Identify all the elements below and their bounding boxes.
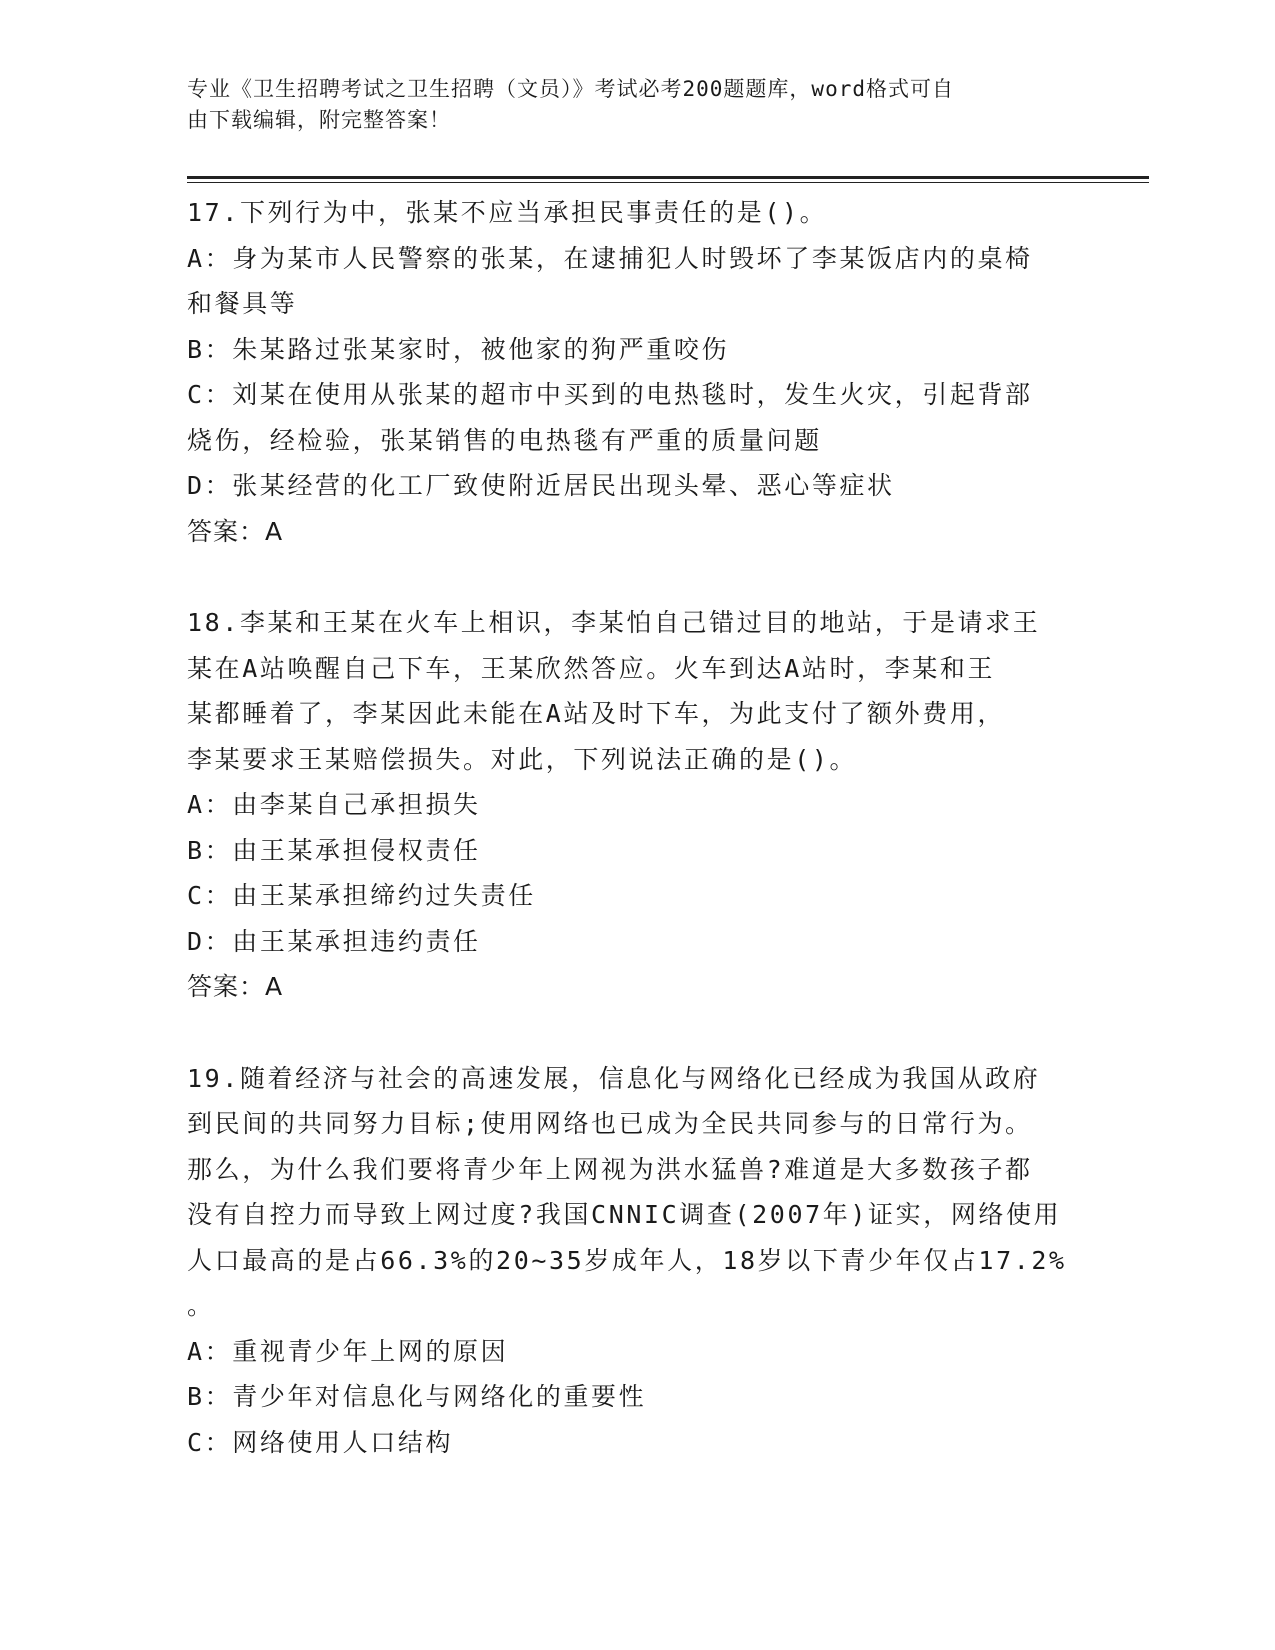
question-17: [187, 190, 1097, 554]
question-stem-line: 没有自控力而导致上网过度?我国CNNIC调查(2007年)证实，网络使用: [187, 1200, 1062, 1229]
question-stem-line: 18.李某和王某在火车上相识，李某怕自己错过目的地站，于是请求王: [187, 608, 1041, 637]
option-a-line-2: 和餐具等: [187, 289, 298, 318]
question-spacer: [187, 554, 1097, 600]
option-a-line-1: A：身为某市人民警察的张某，在逮捕犯人时毁坏了李某饭店内的桌椅: [187, 243, 1033, 273]
header-divider-thin: [187, 182, 1149, 183]
option-a: A：重视青少年上网的原因: [187, 1336, 509, 1366]
option-c-line-2: 烧伤，经检验，张某销售的电热毯有严重的质量问题: [187, 425, 822, 455]
header-line-2: 由下载编辑，附完整答案！: [187, 108, 451, 132]
option-a: A：由李某自己承担损失: [187, 790, 481, 819]
question-stem-line: 某在A站唤醒自己下车，王某欣然答应。火车到达A站时，李某和王: [187, 653, 996, 683]
header-line-1: 专业《卫生招聘考试之卫生招聘（文员）》考试必考200题题库，word格式可自: [187, 77, 954, 101]
option-d: D：由王某承担违约责任: [187, 926, 481, 956]
question-stem-line: 人口最高的是占66.3%的20~35岁成年人，18岁以下青少年仅占17.2%: [187, 1245, 1067, 1275]
question-stem-line: 那么，为什么我们要将青少年上网视为洪水猛兽?难道是大多数孩子都: [187, 1154, 1033, 1184]
question-stem-line: 19.随着经济与社会的高速发展，信息化与网络化已经成为我国从政府: [187, 1063, 1041, 1093]
option-b: B：由王某承担侵权责任: [187, 835, 481, 865]
question-list: [187, 190, 1097, 1465]
header-divider-thick: [187, 176, 1149, 179]
option-c: C：网络使用人口结构: [187, 1427, 454, 1457]
answer: 答案：A: [187, 972, 284, 1001]
option-b: B：青少年对信息化与网络化的重要性: [187, 1382, 647, 1411]
question-stem-line: 。: [187, 1291, 215, 1320]
option-c-line-1: C：刘某在使用从张某的超市中买到的电热毯时，发生火灾，引起背部: [187, 380, 1033, 409]
question-stem-line: 17.下列行为中，张某不应当承担民事责任的是()。: [187, 198, 828, 227]
question-stem-line: 某都睡着了，李某因此未能在A站及时下车，为此支付了额外费用，: [187, 699, 1006, 728]
question-stem-line: 到民间的共同努力目标;使用网络也已成为全民共同参与的日常行为。: [187, 1109, 1033, 1138]
question-stem-line: 李某要求王某赔偿损失。对此，下列说法正确的是()。: [187, 744, 858, 774]
question-19: [187, 1056, 1097, 1466]
question-18: [187, 600, 1097, 1010]
answer: 答案：A: [187, 516, 284, 546]
question-spacer: [187, 1010, 1097, 1056]
option-c: C：由王某承担缔约过失责任: [187, 881, 536, 910]
option-b: B：朱某路过张某家时，被他家的狗严重咬伤: [187, 334, 730, 364]
option-d: D：张某经营的化工厂致使附近居民出现头晕、恶心等症状: [187, 471, 895, 500]
document-header: [187, 74, 1067, 136]
